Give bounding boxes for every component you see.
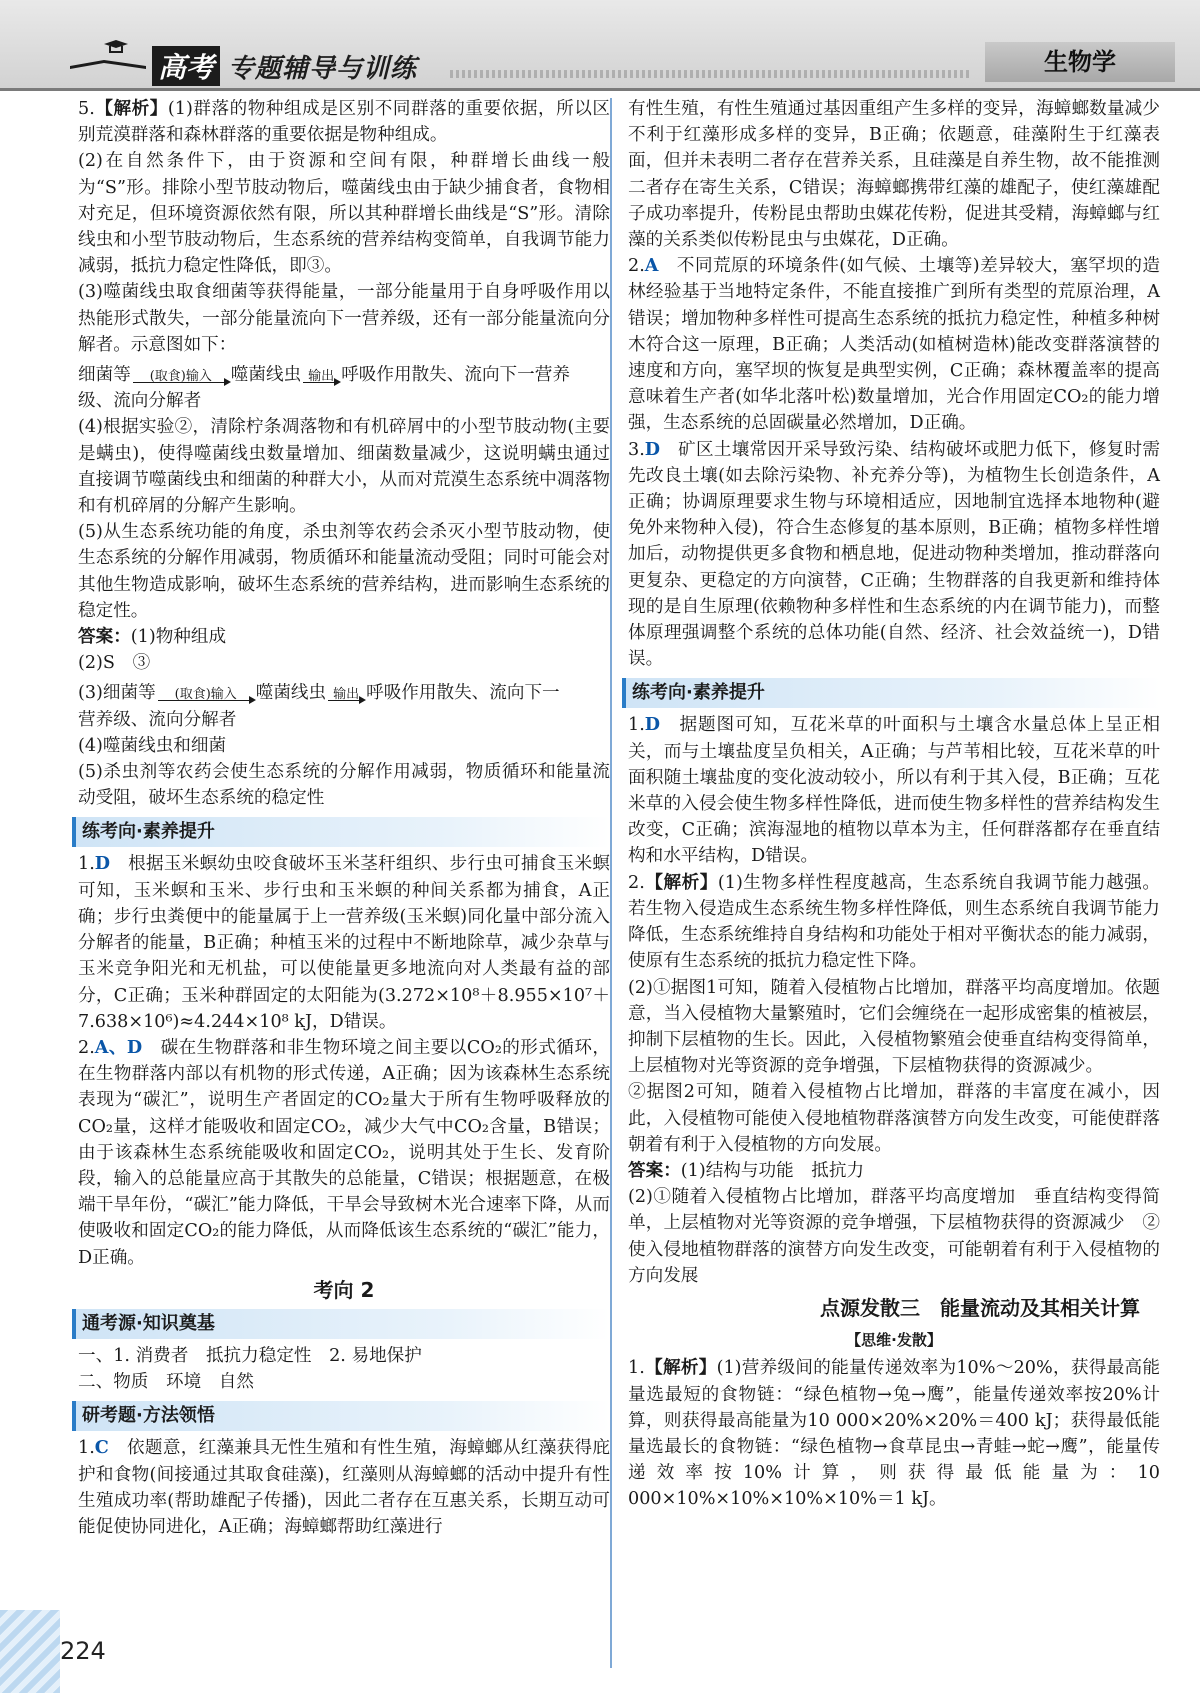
energy-q1: 1.【解析】(1)营养级间的能量传递效率为10%～20%，获得最高能量选最短的食物链：“绿色植物→兔→鹰”，能量传递效率按20%计算，则获得最高能量为10 000×20%×20%＝400 kJ；获得最低能量选最长的食物链：“绿色植物→食草昆虫→青蛙→蛇→鹰”，能量传递效率按10%计算，则获得最低能量为：10 000×10%×10%×10%×10%＝1 kJ。 bbox=[628, 1357, 1160, 1510]
q5-answer-3: (3)细菌等 (取食)输入 噬菌线虫 输出 呼吸作用散失、流向下一 bbox=[78, 683, 560, 704]
practice2-answer-2: (2)①随着入侵植物占比增加，群落平均高度增加 垂直结构变得简单，上层植物对光等资源的竞争增强，下层植物获得的资源减少 ②使入侵地植物群落的演替方向发生改变，可能朝着有利于入侵植物的方向发展 bbox=[628, 1187, 1160, 1286]
series-title: 专题辅导与训练 bbox=[228, 54, 418, 84]
analysis-tag: 【解析】 bbox=[94, 98, 168, 119]
topic-title: 点源发散三 能量流动及其相关计算 bbox=[820, 1295, 1140, 1320]
topic-subtitle: 【思维·发散】 bbox=[846, 1331, 942, 1350]
corner-decoration bbox=[0, 1610, 60, 1693]
method-q2: 2.A 不同荒原的环境条件(如气候、土壤等)差异较大，塞罕坝的造林经验基于当地特定条件，不能直接推广到所有类型的荒原治理，A错误；增加物种多样性可提高生态系统的抵抗力稳定性，种植多种树木符合这一原理，B正确；人类活动(如植树造林)能改变群落演替的速度和方向，塞罕坝的恢复是典型实例，C正确；森林覆盖率的提高意味着生产者(如华北落叶松)数量增加，光合作用固定CO₂的能力增强，生态系统的总固碳量必然增加，D正确。 bbox=[628, 255, 1160, 434]
q5-answer-5: (5)杀虫剂等农药会使生态系统的分解作用减弱，物质循环和能量流动受阻，破坏生态系统的稳定性 bbox=[78, 762, 610, 809]
header-decoration bbox=[450, 70, 970, 78]
right-column bbox=[628, 96, 1160, 1513]
method-q1: 1.C 依题意，红藻兼具无性生殖和有性生殖，海蟑螂从红藻获得庇护和食物(间接通过其取食硅藻)，红藻则从海蟑螂的活动中提升有性生殖成功率(帮助雄配子传播)，因此二者存在互惠关系，长期互动可能促使协同进化，A正确；海蟑螂帮助红藻进行 bbox=[78, 1437, 610, 1537]
practice-q2: 2.A、D 碳在生物群落和非生物环境之间主要以CO₂的形式循环，在生物群落内部以有机物的形式传递，A正确；因为该森林生态系统表现为“碳汇”，说明生产者固定的CO₂量大于所有生物呼吸释放的CO₂量，这样才能吸收和固定CO₂，减少大气中CO₂含量，B错误；由于该森林生态系统能吸收和固定CO₂，说明其处于生长、发育阶段，输入的总能量应高于其散失的总能量，C错误；根据题意，在极端干旱年份，“碳汇”能力降低，干旱会导致树木光合速率下降，从而使吸收和固定CO₂的能力降低，从而降低该生态系统的“碳汇”能力，D正确。 bbox=[78, 1036, 610, 1268]
practice-q1: 1.D 根据玉米螟幼虫咬食破坏玉米茎秆组织、步行虫可捕食玉米螟可知，玉米螟和玉米、步行虫和玉米螟的种间关系都为捕食，A正确；步行虫粪便中的能量属于上一营养级(玉米螟)同化量中部分流入分解者的能量，B正确；种植玉米的过程中不断地除草，减少杂草与玉米竞争阳光和无机盐，可以使能量更多地流向对人类最有益的部分，C正确；玉米种群固定的太阳能为(3.272×10⁸＋8.955×10⁷＋7.638×10⁶)≈4.244×10⁸ kJ，D错误。 bbox=[78, 853, 610, 1032]
energy-flow-diagram: 细菌等 (取食)输入 噬菌线虫 输出 呼吸作用散失、流向下一营养 bbox=[78, 365, 570, 386]
knowledge-line-1: 一、1. 消费者 抵抗力稳定性 2. 易地保护 bbox=[78, 1345, 422, 1366]
practice2-q2-part2: (2)①据图1可知，随着入侵植物占比增加，群落平均高度增加。依题意，当入侵植物大量繁殖时，它们会缠绕在一起形成密集的植被层，抑制下层植物的生长。因此，入侵植物繁殖会使垂直结构变得简单，上层植物对光等资源的竞争增强，下层植物获得的资源减少。 bbox=[628, 977, 1160, 1077]
left-column bbox=[78, 96, 610, 1540]
section-heading: 练考向·素养提升 bbox=[622, 678, 1160, 708]
direction-title: 考向 2 bbox=[313, 1277, 375, 1302]
column-divider bbox=[610, 98, 612, 1668]
logo-title: 高考 bbox=[152, 46, 220, 86]
q5-answer-3-cont: 营养级、流向分解者 bbox=[78, 709, 237, 730]
q5-part4: (4)根据实验②，清除柠条凋落物和有机碎屑中的小型节肢动物(主要是螨虫)，使得噬菌线虫数量增加、细菌数量减少，这说明螨虫通过直接调节噬菌线虫和细菌的种群大小，从而对荒漠生态系统中凋落物和有机碎屑的分解产生影响。 bbox=[78, 417, 610, 517]
arrow-icon: 输出 bbox=[301, 370, 341, 383]
section-heading: 练考向·素养提升 bbox=[72, 817, 610, 847]
q5-answer-1: 答案：(1)物种组成 bbox=[78, 626, 227, 648]
practice2-answer-1: 答案：(1)结构与功能 抵抗力 bbox=[628, 1159, 865, 1181]
practice2-q1: 1.D 据题图可知，互花米草的叶面积与土壤含水量总体上呈正相关，而与土壤盐度呈负相关，A正确；与芦苇相比较，互花米草的叶面积随土壤盐度的变化波动较小，所以有利于其入侵，B正确；互花米草的入侵会使生物多样性降低，进而使生物多样性的营养结构发生改变，C正确；滨海湿地的植物以草本为主，任何群落都存在垂直结构和水平结构，D错误。 bbox=[628, 714, 1160, 867]
analysis-tag: 【解析】 bbox=[644, 1357, 717, 1379]
arrow-icon: 输出 bbox=[326, 688, 366, 701]
q5-part5: (5)从生态系统功能的角度，杀虫剂等农药会杀灭小型节肢动物，使生态系统的分解作用减弱，物质循环和能量流动受阻；同时可能会对其他生物造成影响，破坏生态系统的营养结构，进而影响生态系统的稳定性。 bbox=[78, 522, 610, 621]
q5-answer-4: (4)噬菌线虫和细菌 bbox=[78, 735, 227, 756]
q5-part3: (3)噬菌线虫取食细菌等获得能量，一部分能量用于自身呼吸作用以热能形式散失，一部分能量流向下一营养级，还有一部分能量流向分解者。示意图如下： bbox=[78, 282, 610, 355]
book-icon bbox=[68, 40, 148, 70]
section-heading: 研考题·方法领悟 bbox=[72, 1401, 610, 1431]
knowledge-line-2: 二、物质 环境 自然 bbox=[78, 1372, 254, 1393]
page-header bbox=[0, 0, 1200, 91]
q5-answer-2: (2)S ③ bbox=[78, 653, 151, 674]
energy-flow-diagram-cont: 级、流向分解者 bbox=[78, 391, 202, 412]
method-q3: 3.D 矿区土壤常因开采导致污染、结构破坏或肥力低下，修复时需先改良土壤(如去除污染物、补充养分等)，为植物生长创造条件，A正确；协调原理要求生物与环境相适应，因地制宜选择本地物种(避免外来物种入侵)，符合生态修复的基本原则，B正确；植物多样性增加后，动物提供更多食物和栖息地，促进动物种类增加，推动群落向更复杂、更稳定的方向演替，C正确；生物群落的自我更新和维持体现的是自生原理(依赖物种多样性和生态系统的内在调节能力)，而整体原理强调整个系统的总体功能(自然、经济、社会效益统一)，D错误。 bbox=[628, 438, 1160, 670]
arrow-icon: (取食)输入 bbox=[131, 370, 231, 383]
practice2-q2: 2.【解析】(1)生物多样性程度越高，生态系统自我调节能力越强。若生物入侵造成生态系统生物多样性降低，则生态系统自我调节能力降低，生态系统维持自身结构和功能处于相对平衡状态的能力减弱，使原有生态系统的抵抗力稳定性下降。 bbox=[628, 871, 1160, 972]
arrow-icon: (取食)输入 bbox=[156, 688, 256, 701]
analysis-tag: 【解析】 bbox=[644, 871, 718, 893]
section-heading: 通考源·知识奠基 bbox=[72, 1309, 610, 1339]
q5-analysis: 5.【解析】(1)群落的物种组成是区别不同群落的重要依据，所以区别荒漠群落和森林群落的重要依据是物种组成。 bbox=[78, 98, 610, 146]
page-number: 224 bbox=[60, 1637, 106, 1665]
method-q1-cont: 有性生殖，有性生殖通过基因重组产生多样的变异，海蟑螂数量减少不利于红藻形成多样的变异，B正确；依题意，硅藻附生于红藻表面，但并未表明二者存在营养关系，且硅藻是自养生物，故不能推测二者存在寄生关系，C错误；海蟑螂携带红藻的雄配子，使红藻雄配子成功率提升，传粉昆虫帮助虫媒花传粉，促进其受精，海蟑螂与红藻的关系类似传粉昆虫与虫媒花，D正确。 bbox=[628, 99, 1160, 251]
practice2-q2-part3: ②据图2可知，随着入侵植物占比增加，群落的丰富度在减小，因此，入侵植物可能使入侵地植物群落演替方向发生改变，可能使群落朝着有利于入侵植物的方向发展。 bbox=[628, 1082, 1160, 1155]
q5-part2: (2)在自然条件下，由于资源和空间有限，种群增长曲线一般为“S”形。排除小型节肢动物后，噬菌线虫由于缺少捕食者，食物相对充足，但环境资源依然有限，所以其种群增长曲线是“S”形。清除线虫和小型节肢动物后，生态系统的营养结构变简单，自我调节能力减弱，抵抗力稳定性降低，即③。 bbox=[78, 151, 610, 277]
subject-tab: 生物学 bbox=[985, 42, 1175, 82]
